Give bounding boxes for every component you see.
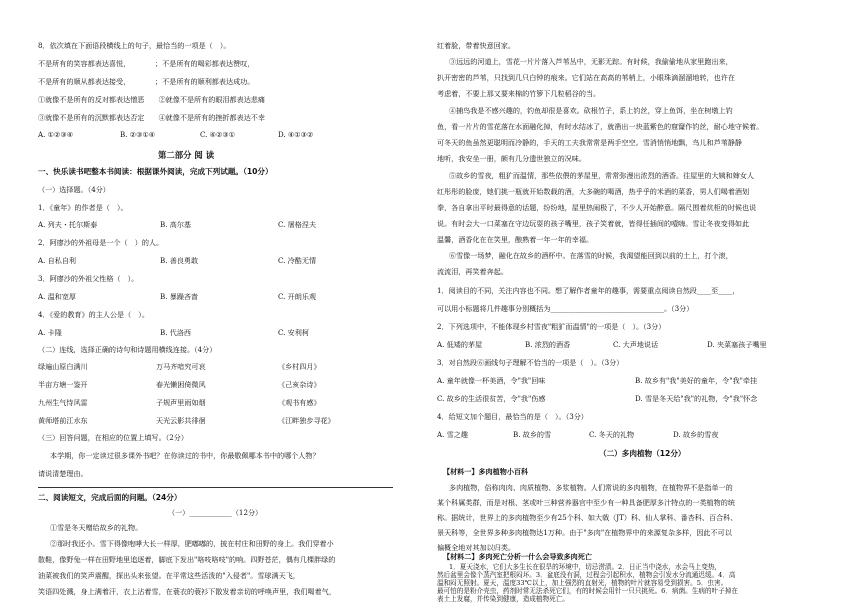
part2-title: 第二部分 阅 读 <box>158 150 215 160</box>
paragraph-line: 红彤彤的脸庞，她们挑一瓶就开始数载的酒，大多碗的喝酒，热乎乎的米酒的菜香，男人们喝着酒划 <box>437 187 750 196</box>
option: B. 善良勇敢 <box>160 256 199 265</box>
material-line: 称。据统计，世界上的多肉植物至少有25个科、如大戟（JT）科、仙人掌科、番杏科、百合科、 <box>437 513 738 522</box>
paragraph-line: 可冬天的鱼虽然更聪明而冷静的，手天的工夫我常常是两手空空。雪消悄悄地飘，鸟儿和芦苇静静 <box>437 138 743 147</box>
match-title: 《乡村四月》 <box>278 362 321 371</box>
paragraph-line: 红着脸，带着快意回家。 <box>437 41 516 50</box>
material-line: 表土上发腐，并传染到健康，造成植物死亡。 <box>437 595 569 603</box>
material-line: 偏概全地对其加以归类。 <box>437 543 516 552</box>
paragraph-line: 油菜被我们的笑声震醒，探出头来张望。在平常这些活泼的"入侵者"。雪球满天飞， <box>38 571 300 580</box>
section1-sub3: （三）回答问题，在相应的位置上填写。（2分） <box>38 433 188 442</box>
option: D. 故乡的雪夜 <box>673 430 719 439</box>
paragraph-line: 考虑着，不要上那又要来棉的竹箩下几粒稻谷的当。 <box>437 89 601 98</box>
paragraph-line: 地听，我安坐一册，颇有几分遗世独立的况味。 <box>437 154 586 163</box>
section1-title: 一、快乐读书吧整本书阅读：根据课外阅读，完成下列试题。（10分） <box>38 167 273 176</box>
material-line: 最可怕的是粉介壳虫，药剂时常无法杀死它们，有的时候会用针一只只挑死。6．病菌。生病的叶子掉在 <box>437 587 738 595</box>
paragraph-line: ⑥雪像一场梦，融化在故乡的酒杯中。在落雪的时候，我渴望能回到以前的土上，打个滚， <box>449 251 733 260</box>
paragraph-line: 散鞋，像野兔一样在田野地里追逐着，脚底下发出"咯吱咯吱"的响。四野苍茫，偶有几棵胖绿的 <box>38 555 336 564</box>
match-line: 半亩方塘一鉴开 <box>38 380 88 389</box>
option: D. 夹菜塞孩子嘴里 <box>707 340 767 349</box>
question: 1．阅读目的不同，关注内容也不同。想了解作者童年的趣事，需要重点阅读自然段____至____， <box>437 286 740 295</box>
q8-line: ①就像不是所有的反对都表达憎恶 ②就像不是所有的眼泪都表达悲痛 <box>38 95 265 104</box>
option: C. 故乡的生活很贫苦，令"我"伤感 <box>437 394 546 403</box>
material-line: 温和闷无照射。夏天，温度33℃以上，加上强烈的直射光，植物的叶片就容易受到损害。5．虫害。 <box>437 579 728 587</box>
option: C. 大声地说话 <box>613 340 659 349</box>
match-line: 春光懒困倚微风 <box>156 380 206 389</box>
section1-sub1: （一）选择题。（4分） <box>38 185 110 194</box>
option: C. 冷酷无情 <box>278 256 317 265</box>
match-line: 绿遍山原白满川 <box>38 362 88 371</box>
paragraph-line: 流流泪，再笑着奔起。 <box>437 267 508 276</box>
paragraph-line: ①雪是冬天赠给故乡的礼物。 <box>50 523 143 532</box>
question-stem: 1．《童年》的作者是（ ）。 <box>38 203 128 212</box>
paragraph-line: ③远远的河道上，雪花一片片落入芦苇丛中，无影无踪。有时候，我偷偷地从家里跑出来， <box>449 57 733 66</box>
section2-sub1: （一）____________（12分） <box>168 508 263 517</box>
option: B. 代洛西 <box>160 328 192 337</box>
paragraph-line: 温馨，酒香化在在笑里，酿熟着一年一年的幸福。 <box>437 235 594 244</box>
paragraph-line: ⑤故乡的雪夜，粗犷而温情，那些依偎的茅屋里，常常弥漫出浓烈的酒香。往屋里的大姨和婶女人 <box>449 171 755 180</box>
match-line: 天光云影共徘徊 <box>156 416 206 425</box>
material-line: 然后盆里会像个蒸汽室把根闷坏。3．盆底没有洞，过程会引起积水，植物会引发水分流通迟缓。4．高 <box>437 571 736 579</box>
q8-prompt: 8．依次填在下面语段横线上的句子，最恰当的一项是（ ）。 <box>38 41 231 50</box>
match-title: 《江畔独步寻花》 <box>278 416 335 425</box>
q8-line: 不是所有的笑容都表达喜悦， ；不是所有的喝彩都表达赞叹， <box>38 59 255 68</box>
sub3-text: 本学期，你一定读过很多课外书吧？在你读过的书中，你最敬佩哪本书中的哪个人物？ <box>50 451 320 460</box>
question-stem: 2．阿廖沙的外祖母是一个（ ）的人。 <box>38 238 164 247</box>
option: C. 屠格涅夫 <box>278 220 317 229</box>
option: A. 列夫・托尔斯泰 <box>38 220 98 229</box>
question: 3．对自然段⑥画线句子理解不恰当的一项是（ ）。（3分） <box>437 358 624 367</box>
match-title: 《己亥杂诗》 <box>278 380 321 389</box>
paragraph-line: 扒开密密的芦苇，只找到几只白钟的痕来。它们站在高高的苇梢上，小眼珠滴溜溜地转，也许在 <box>437 73 735 82</box>
q8-option: D. ④①③② <box>278 130 314 139</box>
q8-line: ③就像不是所有的沉默都表达否定 ④就像不是所有的挫折都表达不幸 <box>38 113 265 122</box>
question: 4．给短文加个题目，最恰当的是（ ）。（3分） <box>437 412 588 421</box>
paragraph-line: 说。有时会大一口菜塞在守边玩耍的孩子嘴里，孩子笑着就，皆得任插间的噎嗨。雪让冬夜变得如此 <box>437 219 750 228</box>
section2-title: 二、阅读短文，完成后面的问题。（24分） <box>38 493 182 502</box>
match-line: 九州生气恃风雷 <box>38 398 88 407</box>
material-line: 多肉植物，俗称肉肉、肉质植物、多浆植物。人们常说的多肉植物，在植物界不是指单一的 <box>449 483 733 492</box>
material1-title: 【材料一】多肉植物小百科 <box>443 467 529 476</box>
paragraph-line: ②那时我还小。雪下得像咆哮大长一样厚，肥嘟嘟的，披在村庄和田野的身上。我们穿着小 <box>50 539 334 548</box>
option: D. 雪是冬天给"我"的礼物，令"我"怀念 <box>635 394 758 403</box>
paragraph-line: 笑语四处溅，身上满着汗，衣上沾着雪，在蓑衣的蓑衫下散发着亲切的呼唤声里，我们喝着气， <box>38 587 336 596</box>
option: C. 冬天的礼物 <box>589 430 635 439</box>
option: A. 温和宽厚 <box>38 292 77 301</box>
paragraph-line: 鱼，看一片片的雪花落在水面融化掉，有时水结冰了，就凿出一块蓝紫色的窟窿作钓丝，耐心地守候着。 <box>437 122 764 131</box>
paragraph-line: 拳，各自拿出平时最得意的话题，纷纷地，屋里热闹极了，不少人开始醉意。隔尺围着炕柜的时候也说 <box>437 203 757 212</box>
answer-line[interactable] <box>38 487 393 488</box>
match-title: 《观书有感》 <box>278 398 321 407</box>
option: C. 安利柯 <box>278 328 309 337</box>
paragraph-line: ④捕鸟我是不感兴趣的，钓鱼却很是喜欢。砍根竹子，系上钓丝，穿上鱼饵，坐在树墩上钓 <box>449 106 733 115</box>
option: B. 高尔基 <box>160 220 192 229</box>
match-line: 子规声里雨如烟 <box>156 398 206 407</box>
option: B. 暴躁吝啬 <box>160 292 199 301</box>
match-line: 万马齐喑究可哀 <box>156 362 206 371</box>
material2-title: 【材料二】多肉死亡分析一什么会导致多肉死亡 <box>443 552 592 561</box>
option: B. 故乡有"我"美好的童年，令"我"牵挂 <box>635 376 758 385</box>
option: A. 低矮的茅屋 <box>437 340 483 349</box>
option: A. 童年就像一杯美酒，令"我"回味 <box>437 376 546 385</box>
q8-option: A. ①②③④ <box>38 130 74 139</box>
match-line: 黄师塔前江水东 <box>38 416 88 425</box>
option: B. 浓烈的酒香 <box>525 340 571 349</box>
option: A. 自私自利 <box>38 256 77 265</box>
option: B. 故乡的雪 <box>513 430 552 439</box>
question: 可以用小标题将几件趣事分别概括为________________________________。（3分） <box>437 304 694 313</box>
material-line: 某个科属类群，而是对根、茎或叶三种营养器官中至少有一种具备肥厚多汁特点的一类植物的统 <box>437 498 735 507</box>
question-stem: 4．《爱的教育》的主人公是（ ）。 <box>38 310 149 319</box>
question: 2．下列选项中，不能体现乡村雪夜"粗犷而温情"的一项是（ ）。（3分） <box>437 322 666 331</box>
sub3-text: 请说清楚理由。 <box>38 469 88 478</box>
option: C. 开朗乐观 <box>278 292 317 301</box>
q8-line: 不是所有的顺从都表达接受， ；不是所有的顺利都表达成功。 <box>38 77 255 86</box>
option: A. 雪之趣 <box>437 430 468 439</box>
material-line: 1．夏天浇水，它们大多生长在很旱的环境中，切忌涝渍。2．日正当中浇水，水会马上变热， <box>449 563 722 571</box>
q8-option: B. ②③①④ <box>120 130 156 139</box>
sub2-title: （二）多肉植物（12分） <box>599 449 686 458</box>
section1-sub2: （二）连线，选择正确的诗句和诗题用横线连接。（4分） <box>38 345 217 354</box>
option: A. 卡隆 <box>38 328 62 337</box>
q8-option: C. ④②③① <box>200 130 236 139</box>
material-line: 景天科等，全世界多种多肉植物达1万种。由于"多肉"在植物界中的来源复杂多样，因此不可以 <box>437 528 732 537</box>
question-stem: 3．阿廖沙的外祖父性格（ ）。 <box>38 274 139 283</box>
